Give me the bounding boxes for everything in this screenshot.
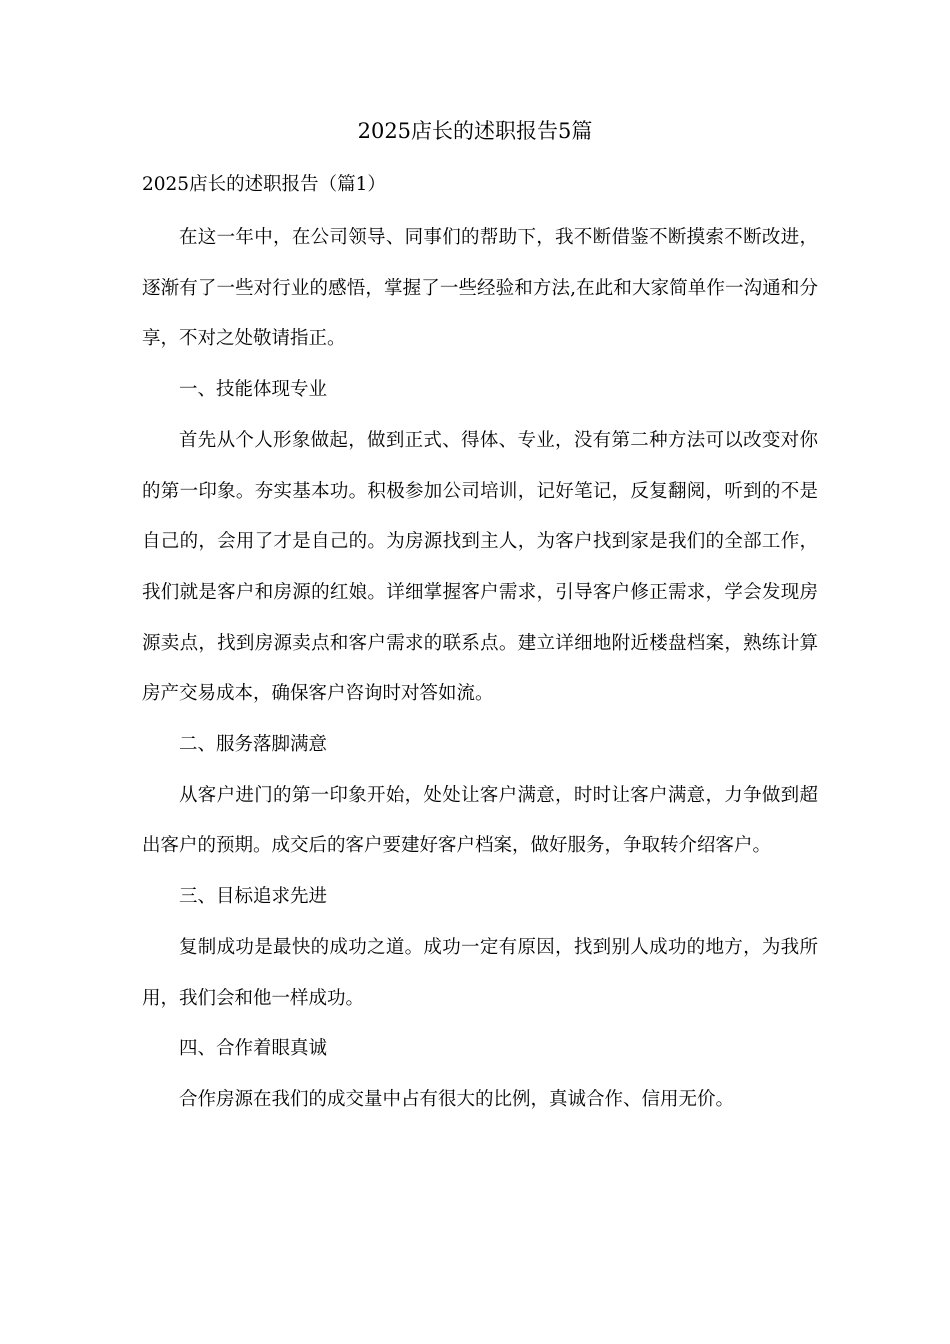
paragraph-goals: 复制成功是最快的成功之道。成功一定有原因，找到别人成功的地方，为我所用，我们会和他一样成功。: [142, 936, 818, 1009]
section-title: 2025店长的述职报告（篇1）: [142, 174, 386, 195]
document-title: 2025店长的述职报告5篇: [357, 119, 593, 143]
document-body: [142, 213, 818, 1126]
paragraph-skills: 首先从个人形象做起，做到正式、得体、专业，没有第二种方法可以改变对你的第一印象。夯实基本功。积极参加公司培训，记好笔记，反复翻阅，听到的不是自己的，会用了才是自己的。为房源找到主人，为客户找到家是我们的全部工作，我们就是客户和房源的红娘。详细掌握客户需求，引导客户修正需求，学会发现房源卖点，找到房源卖点和客户需求的联系点。建立详细地附近楼盘档案，熟练计算房产交易成本，确保客户咨询时对答如流。: [142, 429, 818, 705]
paragraph-intro: 在这一年中，在公司领导、同事们的帮助下，我不断借鉴不断摸索不断改进，逐渐有了一些对行业的感悟，掌握了一些经验和方法,在此和大家简单作一沟通和分享，不对之处敬请指正。: [142, 227, 818, 350]
heading-goals: 三、目标追求先进: [179, 886, 328, 908]
heading-service: 二、服务落脚满意: [179, 734, 328, 756]
heading-cooperation: 四、合作着眼真诚: [179, 1038, 328, 1060]
heading-skills: 一、技能体现专业: [179, 379, 328, 401]
paragraph-cooperation: 合作房源在我们的成交量中占有很大的比例，真诚合作、信用无价。: [179, 1088, 735, 1110]
paragraph-service: 从客户进门的第一印象开始，处处让客户满意，时时让客户满意，力争做到超出客户的预期。成交后的客户要建好客户档案，做好服务，争取转介绍客户。: [142, 784, 818, 857]
